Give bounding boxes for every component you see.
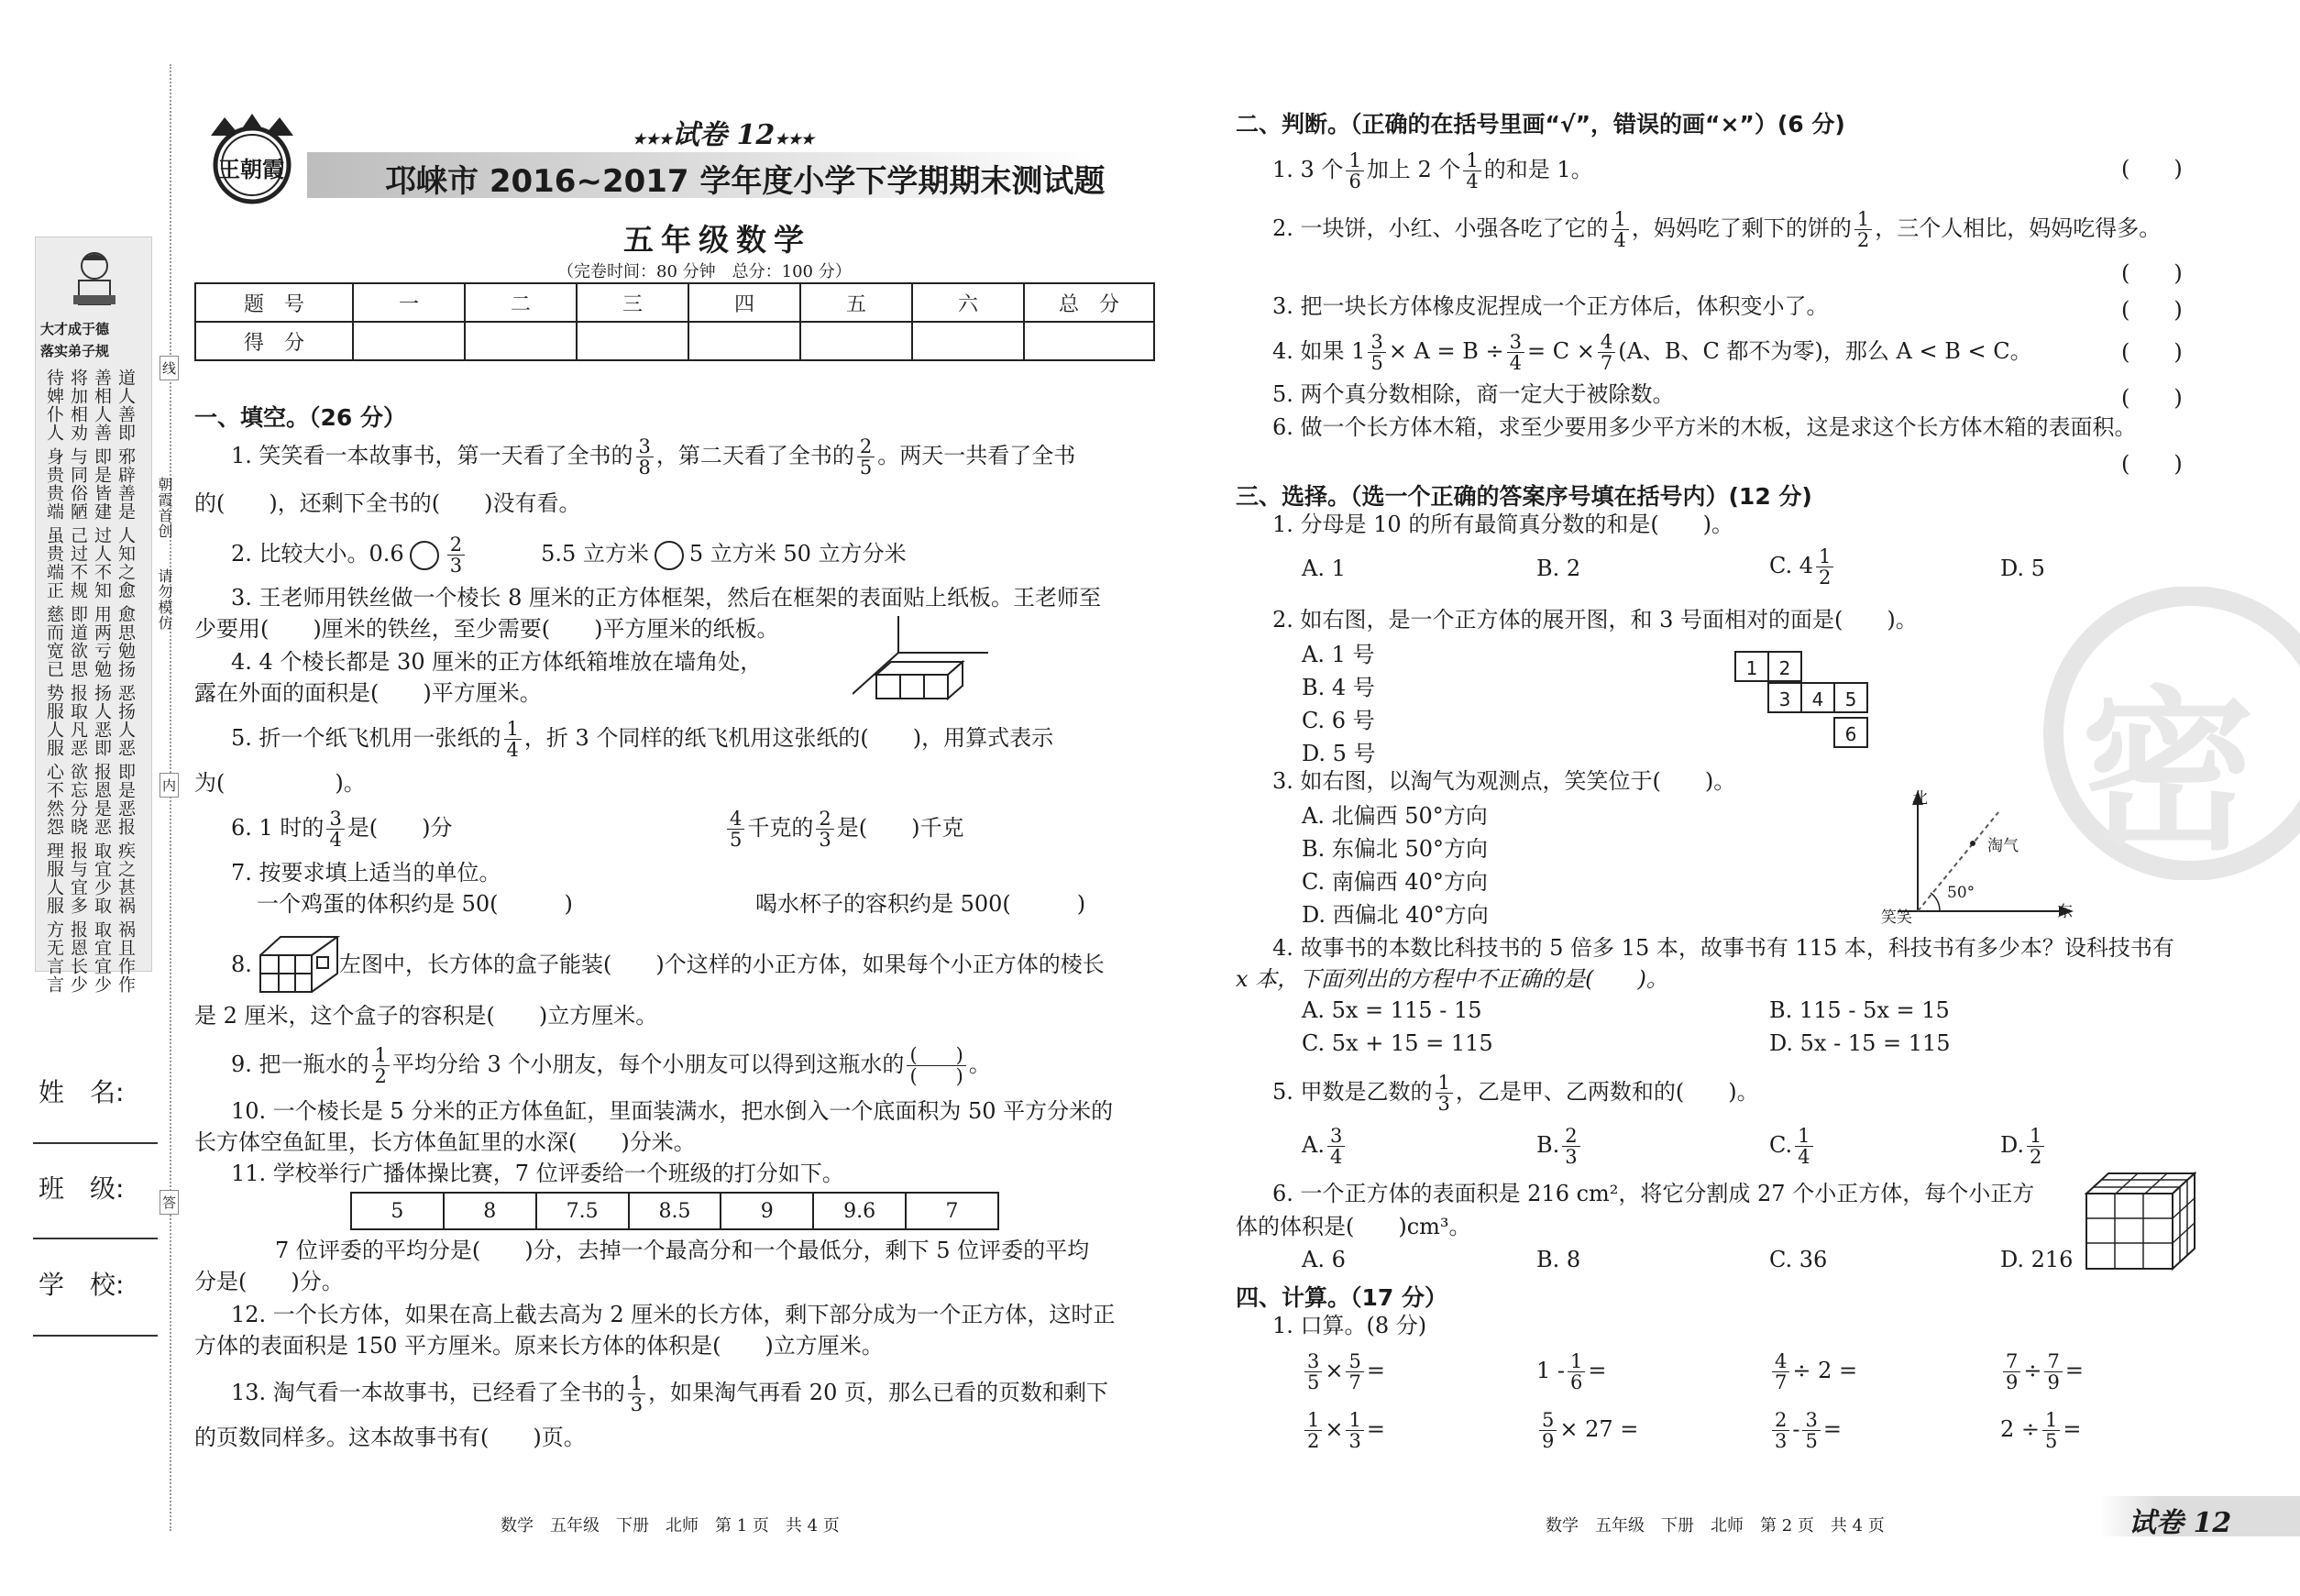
motto-text: 待婢仆人 将加相劝 善相人善 道人善即 身贵贵端 与同俗陋 即是皆建 邪辟善是 虽贵端正 己过不规 过人不知 人知之愈 慈而宽已 即道欲思 用两亏勉 愈思勉扬 势服人服 报取凡恶 扬人恶即 恶扬人恶 心不然怨 欲忘分晓 报恩是恶 即是恶报 理服人服 报与宜多 取宜少取 疾之甚祸 方无言言 报恩长少 取宜宜少 祸且作作 xyxy=(44,369,136,994)
score-cell[interactable] xyxy=(1024,322,1154,360)
paper-tag: ★★★试卷 12★★★ xyxy=(633,119,815,151)
boy-reading-icon xyxy=(53,240,136,314)
score-cell[interactable] xyxy=(577,322,688,360)
judge-score: 8 xyxy=(444,1193,536,1229)
footer-tag: 试卷 12 xyxy=(2129,1507,2232,1539)
calc-4: $\frac{7}{9}$ ÷ $\frac{7}{9}$ = xyxy=(2000,1351,2084,1392)
s1-q10-line2: 长方体空鱼缸里，长方体鱼缸里的水深( )分米。 xyxy=(194,1129,696,1155)
s1-q8-line1: 左图中，长方体的盒子能装( )个这样的小正方体，如果每个小正方体的棱长 xyxy=(339,952,1105,977)
s1-q1-line1: 1. 笑笑看一本故事书，第一天看了全书的 $\frac{3}{8}$ ，第二天看了全书的 $\frac{2}{5}$ 。两天一共看了全书 xyxy=(231,435,1076,479)
boy-figure xyxy=(53,240,136,314)
calc-5: $\frac{1}{2}$ × $\frac{1}{3}$ = xyxy=(1302,1410,1385,1451)
s1-q8-num: 8. xyxy=(231,952,252,977)
s3-q3-opt-b[interactable]: B. 东偏北 50°方向 xyxy=(1302,836,1489,862)
s1-q10-line1: 10. 一个棱长是 5 分米的正方体鱼缸，里面装满水，把水倒入一个底面积为 50 平方分米的 xyxy=(231,1098,1114,1124)
net-face-4: 4 xyxy=(1800,682,1835,713)
calc-6: $\frac{5}{9}$ × 27 = xyxy=(1536,1410,1638,1451)
calc-8: 2 ÷ $\frac{1}{5}$ = xyxy=(2000,1409,2082,1452)
compare-circle[interactable] xyxy=(655,541,684,570)
s3-q6-opt-d[interactable]: D. 216 xyxy=(2000,1247,2074,1272)
s3-q4-opt-c[interactable]: C. 5x + 15 = 115 xyxy=(1302,1030,1493,1056)
score-cell[interactable] xyxy=(353,322,465,360)
section-3-title: 三、选择。（选一个正确的答案序号填在括号内）(12 分) xyxy=(1236,483,1812,510)
answer-paren[interactable]: ( ) xyxy=(2121,451,2183,477)
s3-q2-opt-b[interactable]: B. 4 号 xyxy=(1302,675,1375,700)
s3-q5-opt-d[interactable]: D. $\frac{1}{2}$ xyxy=(2000,1126,2047,1167)
s3-q4-opt-a[interactable]: A. 5x = 115 - 15 xyxy=(1302,997,1482,1023)
section-1-title: 一、填空。（26 分） xyxy=(194,404,406,431)
score-col-6: 六 xyxy=(912,283,1024,322)
s3-q1-opt-c[interactable]: C. 4 $\frac{1}{2}$ xyxy=(1769,546,1836,588)
s2-q2: 2. 一块饼，小红、小强各吃了它的 $\frac{1}{4}$ ，妈妈吃了剩下的饼的 $\frac{1}{2}$ ，三个人相比，妈妈吃得多。 xyxy=(1272,208,2162,251)
s1-q8-line2: 是 2 厘米，这个盒子的容积是( )立方厘米。 xyxy=(194,1003,658,1029)
paper-tag-text: 试卷 12 xyxy=(672,119,776,151)
calc-2: 1 - $\frac{1}{6}$ = xyxy=(1536,1350,1607,1393)
compass-xiaoxiao: 笑笑 xyxy=(1881,908,1912,927)
score-row-label: 得 分 xyxy=(195,322,353,360)
score-col-total: 总 分 xyxy=(1024,283,1154,322)
s2-q4: 4. 如果 1 $\frac{3}{5}$ × A = B ÷ $\frac{3}{4}$ = C × $\frac{4}{7}$ (A、B、C 都不为零)，那么 A < B < C。 xyxy=(1272,331,2032,374)
s3-q4-line2: x 本，下面列出的方程中不正确的是( )。 xyxy=(1236,966,1668,992)
s1-q12-line2: 方体的表面积是 150 平方厘米。原来长方体的体积是( )立方厘米。 xyxy=(194,1333,884,1359)
s1-q7-line3: 喝水杯子的容积约是 500( ) xyxy=(755,891,1086,917)
net-face-5: 5 xyxy=(1833,682,1868,713)
judge-score: 9.6 xyxy=(813,1193,906,1229)
score-col-label: 题 号 xyxy=(195,283,353,322)
s1-q11-line1: 11. 学校举行广播体操比赛，7 位评委给一个班级的打分如下。 xyxy=(231,1161,844,1186)
s1-q7-line1: 7. 按要求填上适当的单位。 xyxy=(231,860,501,886)
score-col-4: 四 xyxy=(688,283,800,322)
s3-q1-opt-d[interactable]: D. 5 xyxy=(2000,556,2045,581)
time-info: （完卷时间：80 分钟 总分：100 分） xyxy=(557,262,852,281)
s1-q12-line1: 12. 一个长方体，如果在高上截去高为 2 厘米的长方体，剩下部分成为一个正方体，这时正 xyxy=(231,1302,1116,1327)
compass-taoqi: 淘气 xyxy=(1987,837,2019,855)
s3-q1-opt-b[interactable]: B. 2 xyxy=(1536,556,1581,581)
score-cell[interactable] xyxy=(688,322,800,360)
judge-score: 7 xyxy=(906,1193,998,1229)
seal-char-1: 线 xyxy=(160,356,179,380)
s2-q5: 5. 两个真分数相除，商一定大于被除数。 xyxy=(1272,381,1675,407)
judge-score: 8.5 xyxy=(629,1193,721,1229)
subject-title: 五年级数学 xyxy=(623,222,811,258)
logo-text: 王朝霞 xyxy=(218,156,284,182)
seal-char-3: 答 xyxy=(160,1190,179,1215)
fraction-3-8: $\frac{3}{8}$ xyxy=(636,436,654,478)
s3-q2-opt-d[interactable]: D. 5 号 xyxy=(1302,741,1376,766)
s1-q11-line2: 7 位评委的平均分是( )分，去掉一个最高分和一个最低分，剩下 5 位评委的平均 xyxy=(275,1238,1090,1263)
s3-q1-opt-a[interactable]: A. 1 xyxy=(1302,556,1346,581)
score-col-5: 五 xyxy=(800,283,912,322)
judges-score-table xyxy=(350,1192,999,1230)
answer-paren[interactable]: ( ) xyxy=(2121,297,2183,323)
s3-q4-opt-d[interactable]: D. 5x - 15 = 115 xyxy=(1769,1030,1951,1056)
footer-left: 数学 五年级 下册 北师 第 1 页 共 4 页 xyxy=(501,1516,840,1535)
s3-q6-line1: 6. 一个正方体的表面积是 216 cm²，将它分割成 27 个小正方体，每个小正方 xyxy=(1272,1181,2035,1206)
watermark-char: 密 xyxy=(2081,669,2256,874)
fraction-2-5: $\frac{2}{5}$ xyxy=(857,436,875,478)
score-cell[interactable] xyxy=(912,322,1024,360)
calc-1: $\frac{3}{5}$ × $\frac{5}{7}$ = xyxy=(1302,1351,1385,1392)
s1-q1-line2: 的( )，还剩下全书的( )没有看。 xyxy=(194,490,581,516)
score-col-3: 三 xyxy=(577,283,688,322)
s1-q2: 2. 比较大小。0.6 $\frac{2}{3}$ 5.5 立方米 5 立方米 50 立方分米 xyxy=(231,534,907,577)
s1-q6: 6. 1 时的 $\frac{3}{4}$ 是( )分 xyxy=(231,808,453,851)
s3-q1: 1. 分母是 10 的所有最简真分数的和是( )。 xyxy=(1272,512,1734,537)
s1-q3-line2: 少要用( )厘米的铁丝，至少需要( )平方厘米的纸板。 xyxy=(194,616,779,642)
field-name-line[interactable] xyxy=(33,1142,158,1144)
s3-q5-opt-a[interactable]: A. $\frac{3}{4}$ xyxy=(1302,1126,1348,1167)
compass-angle: 50° xyxy=(1947,884,1975,902)
s3-q5-opt-b[interactable]: B. $\frac{2}{3}$ xyxy=(1536,1126,1583,1167)
s3-q6-opt-a[interactable]: A. 6 xyxy=(1302,1247,1346,1272)
cuboid-box-icon xyxy=(259,933,341,994)
s3-q3-opt-d[interactable]: D. 西偏北 40°方向 xyxy=(1302,902,1489,928)
s3-q4-opt-b[interactable]: B. 115 - 5x = 15 xyxy=(1769,997,1950,1023)
footer-right: 数学 五年级 下册 北师 第 2 页 共 4 页 xyxy=(1546,1516,1885,1535)
big-cube-figure xyxy=(2085,1170,2196,1271)
s1-q5-line2: 为( )。 xyxy=(194,770,366,796)
vertical-note-2: 请勿模仿 xyxy=(156,568,173,631)
s3-q2: 2. 如右图，是一个正方体的展开图，和 3 号面相对的面是( )。 xyxy=(1272,607,1918,633)
section-4-title: 四、计算。（17 分） xyxy=(1236,1284,1447,1311)
score-cell[interactable] xyxy=(800,322,912,360)
calc-3: $\frac{4}{7}$ ÷ 2 = xyxy=(1769,1351,1857,1392)
s2-q6: 6. 做一个长方体木箱，求至少要用多少平方米的木板，这是求这个长方体木箱的表面积。 xyxy=(1272,414,2137,440)
s3-q3-opt-a[interactable]: A. 北偏西 50°方向 xyxy=(1302,803,1488,829)
s2-q1: 1. 3 个 $\frac{1}{6}$ 加上 2 个 $\frac{1}{4}$ 的和是 1。 xyxy=(1272,149,1593,193)
s3-q5-opt-c[interactable]: C. $\frac{1}{4}$ xyxy=(1769,1126,1816,1167)
answer-paren[interactable]: ( ) xyxy=(2121,260,2183,286)
s4-sub1: 1. 口算。(8 分) xyxy=(1272,1313,1427,1338)
compare-circle[interactable] xyxy=(410,541,439,570)
score-table xyxy=(194,282,1155,361)
s3-q4-line1: 4. 故事书的本数比科技书的 5 倍多 15 本，故事书有 115 本，科技书有多少本？设科技书有 xyxy=(1272,935,2174,961)
judge-score: 9 xyxy=(721,1193,813,1229)
compass-diagram xyxy=(1870,785,2081,922)
score-col-1: 一 xyxy=(353,283,465,322)
motto-title-1: 大才成于德 xyxy=(40,321,110,337)
net-face-6: 6 xyxy=(1833,717,1868,748)
binding-line xyxy=(170,64,171,1531)
s1-q3-line1: 3. 王老师用铁丝做一个棱长 8 厘米的正方体框架，然后在框架的表面贴上纸板。王老师至 xyxy=(231,585,1102,611)
s1-q13-line2: 的页数同样多。这本故事书有( )页。 xyxy=(194,1425,586,1450)
score-cell[interactable] xyxy=(465,322,577,360)
s3-q3-opt-c[interactable]: C. 南偏西 40°方向 xyxy=(1302,869,1488,895)
compass-east: 东 xyxy=(2057,903,2073,921)
field-class-label: 班 级: xyxy=(39,1173,125,1204)
s1-q4-line2: 露在外面的面积是( )平方厘米。 xyxy=(194,680,542,706)
corner-boxes-figure xyxy=(853,616,990,712)
s3-q6-line2: 体的体积是( )cm³。 xyxy=(1236,1214,1471,1239)
box-figure xyxy=(259,933,341,994)
field-school-label: 学 校: xyxy=(39,1270,125,1300)
motto-title-2: 落实弟子规 xyxy=(40,343,110,359)
answer-paren[interactable]: ( ) xyxy=(2121,339,2183,365)
judge-score: 5 xyxy=(351,1193,444,1229)
field-class-line[interactable] xyxy=(33,1238,158,1239)
answer-paren[interactable]: ( ) xyxy=(2121,385,2183,411)
s1-q4-line1: 4. 4 个棱长都是 30 厘米的正方体纸箱堆放在墙角处， xyxy=(231,649,763,675)
rubik-cube-icon xyxy=(2085,1170,2196,1271)
s1-q7-line2: 一个鸡蛋的体积约是 50( ) xyxy=(257,891,573,917)
net-face-1: 1 xyxy=(1734,651,1769,682)
field-name-label: 姓 名: xyxy=(39,1077,125,1107)
s3-q3: 3. 如右图，以淘气为观测点，笑笑位于( )。 xyxy=(1272,768,1736,794)
s3-q5: 5. 甲数是乙数的 $\frac{1}{3}$ ，乙是甲、乙两数和的( )。 xyxy=(1272,1072,1759,1115)
s1-q9: 9. 把一瓶水的 $\frac{1}{2}$ 平均分给 3 个小朋友，每个小朋友可以得到这瓶水的 $\frac{( )}{( )}$ 。 xyxy=(231,1044,991,1087)
s1-q6-part2: $\frac{4}{5}$ 千克的 $\frac{2}{3}$ 是( )千克 xyxy=(724,809,963,850)
boxes-in-corner-icon xyxy=(853,616,990,712)
exam-title: 邛崃市 2016~2017 学年度小学下学期期末测试题 xyxy=(385,163,1106,200)
s1-q13-line1: 13. 淘气看一本故事书，已经看了全书的 $\frac{1}{3}$ ，如果淘气再看 20 页，那么已看的页数和剩下 xyxy=(231,1372,1108,1415)
s1-q11-line3: 分是( )分。 xyxy=(194,1269,344,1294)
direction-diagram-icon xyxy=(1870,785,2081,922)
net-face-3: 3 xyxy=(1767,682,1802,713)
s1-q5-line1: 5. 折一个纸飞机用一张纸的 $\frac{1}{4}$ ，折 3 个同样的纸飞机用这张纸的( )，用算式表示 xyxy=(231,718,1054,761)
score-col-2: 二 xyxy=(465,283,577,322)
judge-score: 7.5 xyxy=(536,1193,629,1229)
seal-char-2: 内 xyxy=(160,773,179,798)
s3-q2-opt-a[interactable]: A. 1 号 xyxy=(1302,642,1375,667)
calc-7: $\frac{2}{3}$ - $\frac{3}{5}$ = xyxy=(1769,1410,1842,1451)
s3-q6-opt-b[interactable]: B. 8 xyxy=(1536,1247,1581,1272)
section-2-title: 二、判断。（正确的在括号里画“√”，错误的画“×”）(6 分) xyxy=(1236,111,1845,138)
vertical-note-1: 朝霞首创 xyxy=(156,477,173,539)
field-school-line[interactable] xyxy=(33,1335,158,1337)
s3-q6-opt-c[interactable]: C. 36 xyxy=(1769,1247,1828,1272)
s3-q2-opt-c[interactable]: C. 6 号 xyxy=(1302,708,1375,733)
s2-q3: 3. 把一块长方体橡皮泥捏成一个正方体后，体积变小了。 xyxy=(1272,293,1829,319)
net-face-2: 2 xyxy=(1767,651,1802,682)
answer-paren[interactable]: ( ) xyxy=(2121,156,2183,182)
compass-north: 北 xyxy=(1912,789,1928,808)
